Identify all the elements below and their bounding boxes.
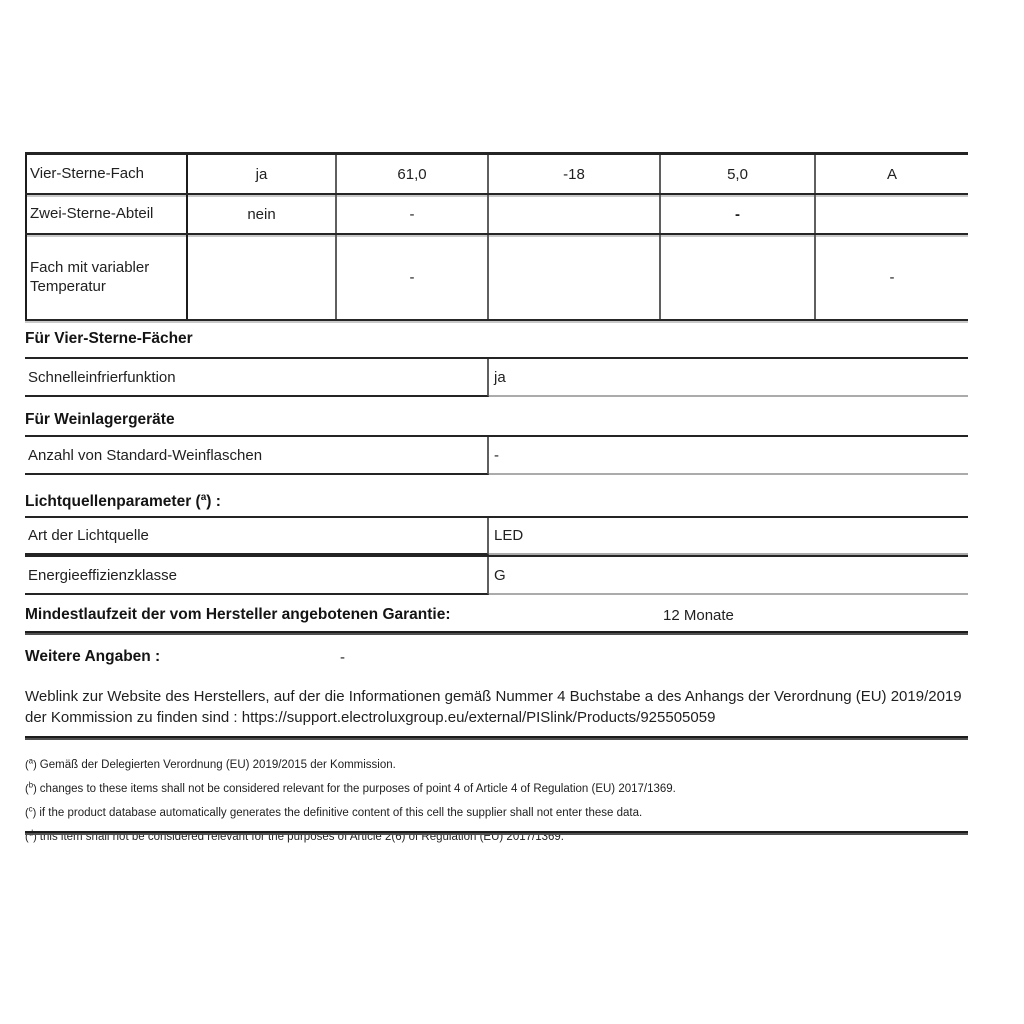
additional-info-value: - [340, 649, 345, 666]
footnote-text: if the product database automatically generates the definitive content of this cell the supplier shall not enter these data. [39, 806, 643, 819]
heading-footnote-ref: a [200, 492, 207, 503]
table-cell [489, 235, 661, 319]
section-heading-wine-storage [25, 410, 175, 429]
field-row-wine-bottles [25, 435, 968, 475]
footnote-text: this item shall not be considered relevant for the purposes of Article 2(6) of Regulation (EU) 2017/1369. [39, 831, 564, 844]
field-row-light-type [25, 516, 968, 555]
field-value: - [489, 437, 968, 475]
heading-text: Lichtquellenparameter ( [25, 493, 201, 511]
divider [25, 631, 968, 635]
guarantee-label: Mindestlaufzeit der vom Hersteller angebotenen Garantie: [25, 606, 451, 623]
section-heading-light-source [25, 492, 221, 511]
compartment-spec-table [25, 152, 968, 321]
page-content [25, 0, 968, 1024]
footnote-d [25, 823, 965, 847]
field-value: ja [489, 359, 968, 397]
divider [25, 736, 968, 740]
table-cell: - [889, 268, 895, 286]
weblink-paragraph [25, 686, 965, 728]
footnote-text: Gemäß der Delegierten Verordnung (EU) 2019/2015 der Kommission. [39, 758, 396, 771]
table-cell: ja [188, 155, 337, 193]
section-heading-four-star [25, 329, 193, 348]
divider [25, 831, 968, 835]
row-label: Vier-Sterne-Fach [25, 155, 188, 193]
footnote-c [25, 799, 965, 823]
footnote-b [25, 775, 965, 799]
table-cell: nein [188, 195, 337, 233]
footnote-text: changes to these items shall not be considered relevant for the purposes of point 4 of Article 4 of Regulation (EU) 2017/1369. [39, 782, 676, 795]
field-row-fast-freeze [25, 357, 968, 397]
footnote-marker: ($^a$) [25, 756, 37, 771]
footnote-a [25, 751, 965, 775]
field-label: Schnelleinfrierfunktion [25, 359, 489, 397]
table-row [25, 195, 968, 235]
row-label: Zwei-Sterne-Abteil [25, 195, 188, 233]
footnote-marker: ($^c$) [25, 804, 37, 819]
table-row [25, 155, 968, 195]
field-row-energy-class [25, 555, 968, 595]
table-cell: - [337, 235, 489, 319]
table-cell: A [886, 165, 897, 183]
table-cell: -18 [489, 155, 661, 193]
heading-text: Für Weinlagergeräte [25, 411, 175, 429]
table-cell [661, 235, 816, 319]
guarantee-value: 12 Monate [663, 607, 734, 624]
footnote-marker: ($^b$) [25, 780, 37, 795]
row-label: Fach mit variabler Temperatur [25, 235, 188, 319]
field-label: Energieeffizienzklasse [25, 557, 489, 595]
table-cell: 5,0 [661, 155, 816, 193]
footnote-marker: ($^d$) [25, 828, 37, 844]
field-label: Art der Lichtquelle [25, 518, 489, 555]
light-source-rows [25, 516, 968, 595]
heading-text: Für Vier-Sterne-Fächer [25, 330, 193, 348]
table-cell [816, 195, 968, 233]
weblink-url[interactable]: https://support.electroluxgroup.eu/external/PISlink/Products/925505059 [241, 709, 716, 726]
field-value: LED [489, 518, 968, 555]
table-cell: 61,0 [337, 155, 489, 193]
field-value: G [489, 557, 968, 595]
table-cell: - [337, 195, 489, 233]
weblink-text: Weblink zur Website des Herstellers, auf der die Informationen gemäß Nummer 4 Buchstabe a des Anhangs der Verordnung (EU) 2019/2019 der Kommission zu finden sind : [25, 688, 962, 726]
table-row [25, 235, 968, 321]
table-cell: - [661, 195, 816, 233]
heading-text: ) : [206, 493, 221, 511]
table-cell [489, 195, 661, 233]
field-label: Anzahl von Standard-Weinflaschen [25, 437, 489, 475]
additional-info-label: Weitere Angaben : [25, 648, 161, 665]
table-cell [188, 235, 337, 319]
